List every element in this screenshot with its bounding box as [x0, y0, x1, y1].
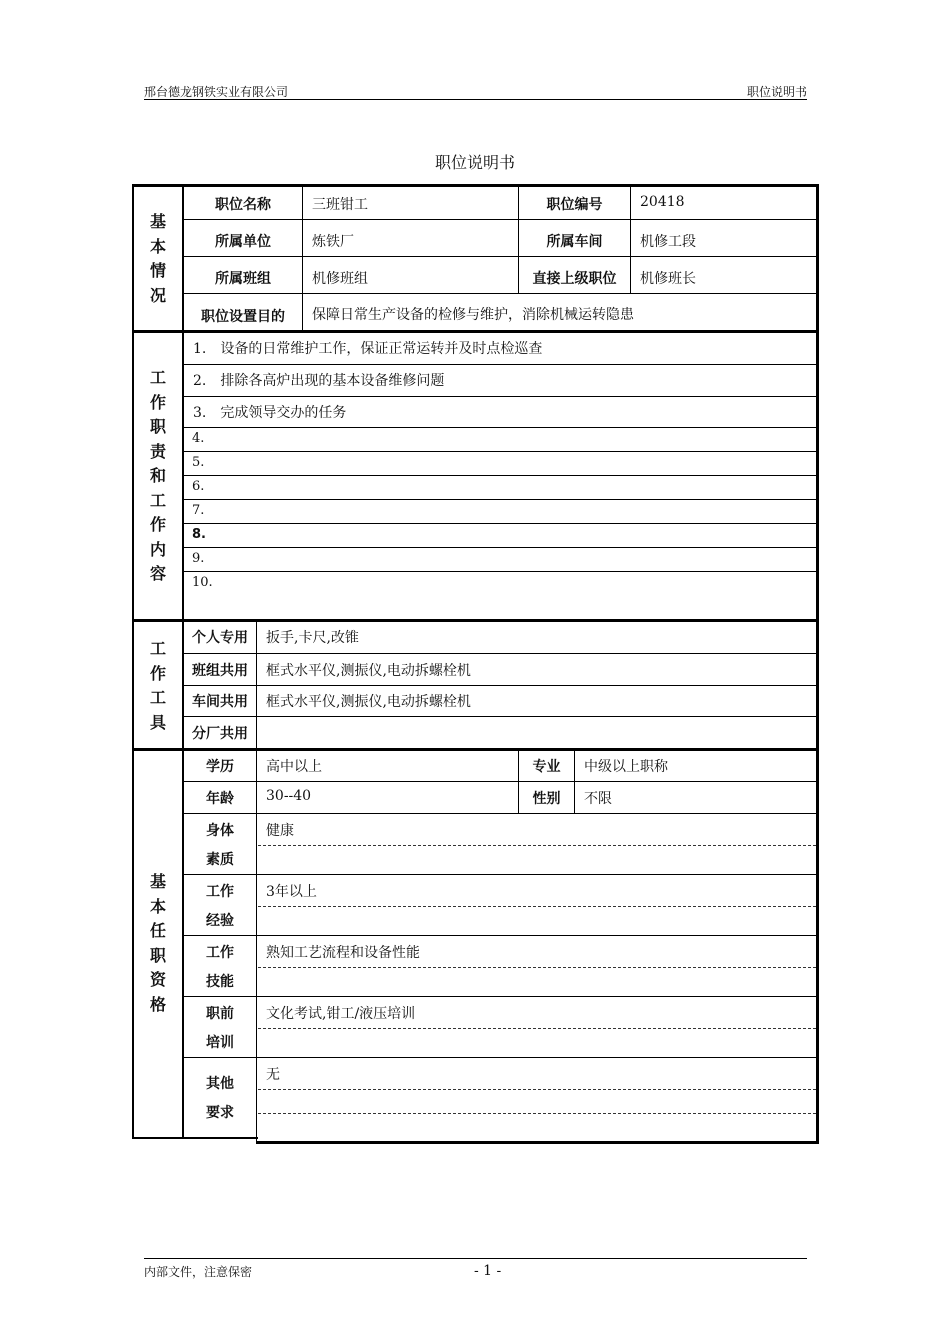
other: 无 [266, 1067, 280, 1083]
skill-label-1: 工作 [206, 945, 234, 961]
superior-label: 直接上级职位 [532, 271, 617, 287]
team: 机修班组 [312, 271, 368, 287]
gender: 不限 [584, 791, 612, 807]
tool-personal-label: 个人专用 [192, 630, 248, 646]
gender-label: 性别 [532, 791, 561, 807]
training: 文化考试,钳工/液压培训 [266, 1006, 416, 1022]
education-label: 学历 [206, 759, 234, 775]
section-basic-info: 基本情况 [149, 212, 166, 305]
training-label-2: 培训 [206, 1035, 234, 1051]
section-qualifications: 基本任职资格 [149, 872, 166, 1014]
duty-item-6: 6. [192, 479, 205, 494]
document-title: 职位说明书 [434, 153, 515, 172]
duty-item-4: 4. [192, 431, 205, 446]
duty-item-7: 7. [192, 503, 205, 518]
purpose: 保障日常生产设备的检修与维护，消除机械运转隐患 [312, 307, 634, 323]
health-label-1: 身体 [206, 823, 234, 839]
page-footer [144, 1258, 807, 1279]
superior: 机修班长 [640, 271, 696, 287]
tool-workshop: 框式水平仪,测振仪,电动拆螺栓机 [266, 694, 471, 710]
experience-label-1: 工作 [206, 884, 234, 900]
age: 30--40 [266, 788, 312, 804]
experience: 3年以上 [266, 884, 317, 900]
position-name-label: 职位名称 [215, 197, 271, 213]
skill: 熟知工艺流程和设备性能 [266, 945, 420, 961]
other-label-1: 其他 [206, 1076, 234, 1092]
experience-label-2: 经验 [206, 913, 234, 929]
position-name: 三班钳工 [312, 197, 368, 213]
purpose-label: 职位设置目的 [201, 309, 285, 325]
education: 高中以上 [266, 759, 322, 775]
health: 健康 [266, 823, 294, 839]
page-header [144, 83, 807, 100]
duty-item-5: 5. [192, 455, 205, 470]
duty-item-9: 9. [192, 551, 205, 566]
tool-team-label: 班组共用 [192, 663, 248, 679]
tool-branch-label: 分厂共用 [192, 726, 248, 742]
age-label: 年龄 [206, 791, 234, 807]
major-label: 专业 [532, 759, 561, 775]
section-duties: 工作职责和工作内容 [149, 368, 166, 583]
tool-team: 框式水平仪,测振仪,电动拆螺栓机 [266, 663, 471, 679]
page-number: - 1 - [474, 1263, 502, 1279]
footer-note: 内部文件，注意保密 [144, 1265, 253, 1279]
health-label-2: 素质 [206, 852, 234, 868]
skill-label-2: 技能 [206, 974, 234, 990]
tool-personal: 扳手,卡尺,改锥 [266, 630, 359, 646]
workshop: 机修工段 [640, 234, 696, 250]
major: 中级以上职称 [584, 759, 668, 775]
unit: 炼铁厂 [312, 234, 354, 250]
duty-item-1: 1. 设备的日常维护工作，保证正常运转并及时点检巡查 [193, 341, 543, 357]
duty-item-3: 3. 完成领导交办的任务 [193, 405, 347, 421]
position-code-label: 职位编号 [546, 197, 603, 213]
duty-item-2: 2. 排除各高炉出现的基本设备维修问题 [193, 373, 445, 389]
duty-item-8: 8. [192, 527, 206, 542]
training-label-1: 职前 [206, 1006, 234, 1022]
tool-workshop-label: 车间共用 [192, 694, 248, 710]
other-label-2: 要求 [206, 1105, 234, 1121]
header-company: 邢台德龙钢铁实业有限公司 [144, 85, 289, 99]
section-tools: 工作工具 [149, 639, 166, 732]
header-doc-type: 职位说明书 [746, 85, 807, 99]
workshop-label: 所属车间 [546, 234, 603, 250]
position-code: 20418 [640, 194, 685, 210]
duty-item-10: 10. [192, 575, 213, 590]
unit-label: 所属单位 [215, 234, 271, 250]
team-label: 所属班组 [215, 271, 271, 287]
